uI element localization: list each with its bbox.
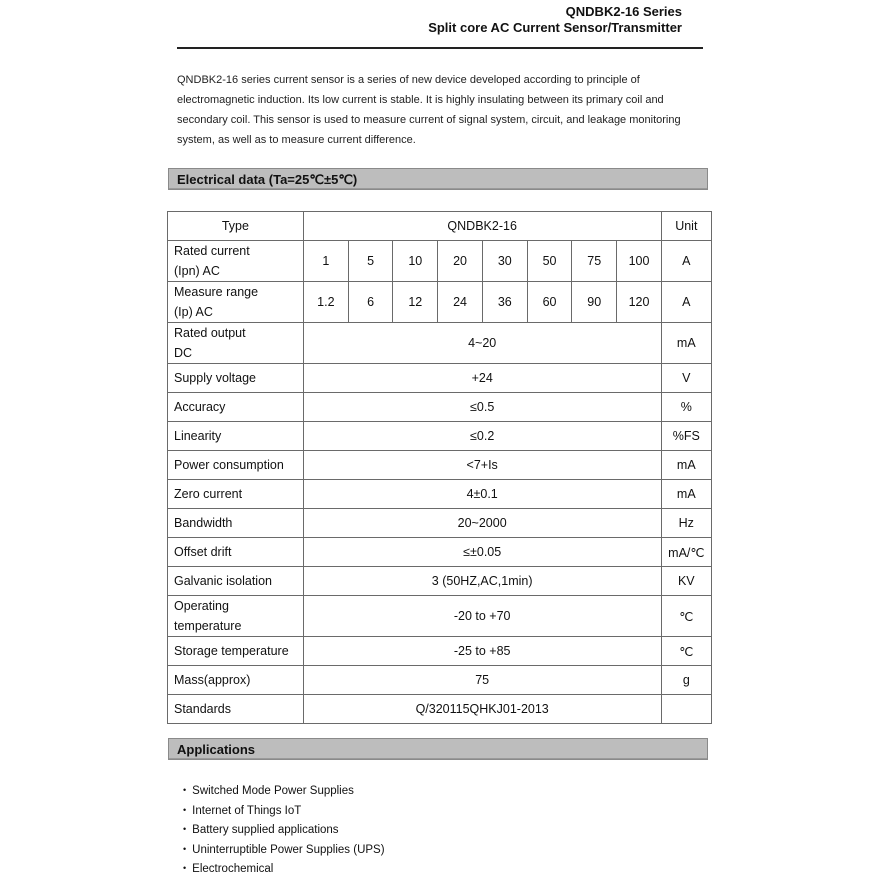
row-label: Zero current <box>168 480 304 509</box>
value-cell: Q/320115QHKJ01-2013 <box>303 695 661 724</box>
type-header: Type <box>168 212 304 241</box>
unit-cell: A <box>661 282 711 323</box>
table-row-storage-temperature <box>168 637 712 666</box>
table-cell: 1.2 <box>303 282 348 323</box>
product-subtitle: Split core AC Current Sensor/Transmitter <box>428 20 682 35</box>
value-cell: +24 <box>303 364 661 393</box>
table-row-offset-drift <box>168 538 712 567</box>
table-row-bandwidth <box>168 509 712 538</box>
row-label: Rated current (Ipn) AC <box>168 241 304 282</box>
intro-paragraph: QNDBK2-16 series current sensor is a series of new device developed according to principle of electromagnetic induction. Its low current is stable. It is highly insulating between its primary coil and secondary coil. This sensor is used to measure current of signal system, circuit, and leakage monitoring system, as well as to measure current difference. <box>177 74 681 146</box>
unit-cell <box>661 695 711 724</box>
list-item: • Uninterruptible Power Supplies (UPS) <box>183 841 385 861</box>
row-label: Standards <box>168 695 304 724</box>
value-cell: <7+Is <box>303 451 661 480</box>
unit-cell: KV <box>661 567 711 596</box>
table-cell: 20 <box>438 241 482 282</box>
unit-cell: Hz <box>661 509 711 538</box>
electrical-data-table <box>167 211 712 724</box>
table-cell: 60 <box>527 282 571 323</box>
row-label: Rated output DC <box>168 323 304 364</box>
table-row-rated-output <box>168 323 712 364</box>
value-cell: 4±0.1 <box>303 480 661 509</box>
table-cell: 24 <box>438 282 482 323</box>
table-row-zero-current <box>168 480 712 509</box>
applications-list <box>183 782 385 880</box>
unit-cell: mA <box>661 323 711 364</box>
row-label: Accuracy <box>168 393 304 422</box>
list-item: • Internet of Things IoT <box>183 802 385 822</box>
table-row-accuracy <box>168 393 712 422</box>
value-cell: -20 to +70 <box>303 596 661 637</box>
unit-cell: %FS <box>661 422 711 451</box>
row-label: Offset drift <box>168 538 304 567</box>
row-label: Supply voltage <box>168 364 304 393</box>
row-label: Storage temperature <box>168 637 304 666</box>
value-cell: 4~20 <box>303 323 661 364</box>
value-cell: 3 (50HZ,AC,1min) <box>303 567 661 596</box>
table-cell: 75 <box>572 241 617 282</box>
row-label: Measure range (Ip) AC <box>168 282 304 323</box>
row-label: Power consumption <box>168 451 304 480</box>
unit-cell: V <box>661 364 711 393</box>
table-row-mass <box>168 666 712 695</box>
value-cell: 20~2000 <box>303 509 661 538</box>
table-cell: 50 <box>527 241 571 282</box>
table-cell: 36 <box>482 282 527 323</box>
list-item: • Switched Mode Power Supplies <box>183 782 385 802</box>
table-cell: 6 <box>348 282 392 323</box>
header-divider <box>177 47 703 49</box>
table-cell: 5 <box>348 241 392 282</box>
unit-cell: mA <box>661 480 711 509</box>
table-row-linearity <box>168 422 712 451</box>
value-cell: 75 <box>303 666 661 695</box>
unit-cell: mA/℃ <box>661 538 711 567</box>
row-label: Operating temperature <box>168 596 304 637</box>
table-row-rated-current <box>168 241 712 282</box>
value-cell: -25 to +85 <box>303 637 661 666</box>
unit-cell: ℃ <box>661 637 711 666</box>
model-header: QNDBK2-16 <box>303 212 661 241</box>
value-cell: ≤±0.05 <box>303 538 661 567</box>
value-cell: ≤0.5 <box>303 393 661 422</box>
table-cell: 1 <box>303 241 348 282</box>
table-row-operating-temperature <box>168 596 712 637</box>
row-label: Bandwidth <box>168 509 304 538</box>
series-title: QNDBK2-16 Series <box>565 4 682 19</box>
unit-cell: mA <box>661 451 711 480</box>
table-row-power-consumption <box>168 451 712 480</box>
row-label: Galvanic isolation <box>168 567 304 596</box>
row-label: Linearity <box>168 422 304 451</box>
applications-heading: Applications <box>168 738 708 760</box>
unit-cell: A <box>661 241 711 282</box>
list-item: • Electrochemical <box>183 860 385 880</box>
table-row-type <box>168 212 712 241</box>
table-cell: 90 <box>572 282 617 323</box>
table-row-galvanic-isolation <box>168 567 712 596</box>
table-row-supply-voltage <box>168 364 712 393</box>
table-cell: 120 <box>617 282 661 323</box>
unit-cell: ℃ <box>661 596 711 637</box>
unit-cell: g <box>661 666 711 695</box>
unit-header: Unit <box>661 212 711 241</box>
table-cell: 100 <box>617 241 661 282</box>
table-cell: 10 <box>393 241 438 282</box>
list-item: • Battery supplied applications <box>183 821 385 841</box>
table-row-measure-range <box>168 282 712 323</box>
table-row-standards <box>168 695 712 724</box>
electrical-data-heading: Electrical data (Ta=25℃±5℃) <box>168 168 708 190</box>
row-label: Mass(approx) <box>168 666 304 695</box>
value-cell: ≤0.2 <box>303 422 661 451</box>
unit-cell: % <box>661 393 711 422</box>
table-cell: 12 <box>393 282 438 323</box>
table-cell: 30 <box>482 241 527 282</box>
